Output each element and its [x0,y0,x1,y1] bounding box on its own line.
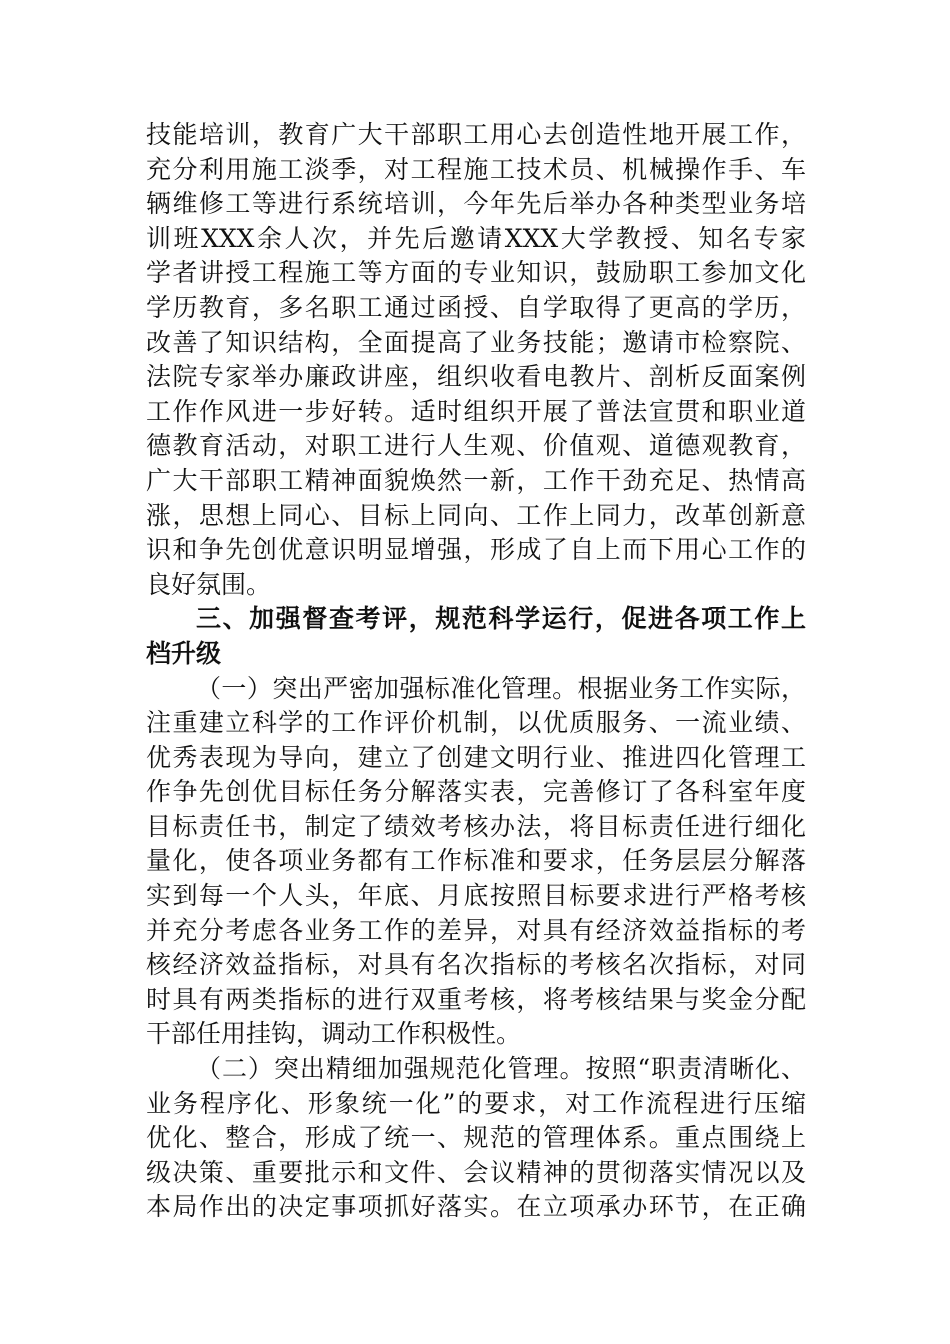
body-line: 训班XXX余人次，并先后邀请XXX大学教授、知名专家 [146,223,806,253]
body-line: 改善了知识结构，全面提高了业务技能；邀请市检察院、 [146,327,806,357]
body-line: 德教育活动，对职工进行人生观、价值观、道德观教育， [146,431,806,461]
body-line: 充分利用施工淡季，对工程施工技术员、机械操作手、车 [146,154,806,184]
body-line: 量化，使各项业务都有工作标准和要求，任务层层分解落 [146,846,806,876]
body-line: 广大干部职工精神面貌焕然一新，工作干劲充足、热情高 [146,465,806,495]
body-line: 识和争先创优意识明显增强，形成了自上而下用心工作的 [146,535,806,565]
body-line: 作争先创优目标任务分解落实表，完善修订了各科室年度 [146,777,806,807]
body-line: 辆维修工等进行系统培训，今年先后举办各种类型业务培 [146,189,806,219]
body-line: 学历教育，多名职工通过函授、自学取得了更高的学历， [146,292,806,322]
paragraph-first-line: （二）突出精细加强规范化管理。按照“职责清晰化、 [196,1054,806,1084]
body-line: 并充分考虑各业务工作的差异，对具有经济效益指标的考 [146,915,806,945]
document-body [146,118,806,1225]
paragraph-last-line: 良好氛围。 [146,569,272,599]
body-line: 工作作风进一步好转。适时组织开展了普法宣贯和职业道 [146,396,806,426]
body-line: 优化、整合，形成了统一、规范的管理体系。重点围绕上 [146,1123,806,1153]
body-line: 技能培训，教育广大干部职工用心去创造性地开展工作， [146,120,806,149]
paragraph-first-line: （一）突出严密加强标准化管理。根据业务工作实际， [196,673,806,703]
section-heading-continued: 档升级 [146,638,222,668]
body-line: 级决策、重要批示和文件、会议精神的贯彻落实情况以及 [146,1157,806,1187]
body-line: 核经济效益指标，对具有名次指标的考核名次指标，对同 [146,950,806,980]
section-heading: 三、加强督查考评，规范科学运行，促进各项工作上 [196,604,806,634]
body-line: 本局作出的决定事项抓好落实。在立项承办环节，在正确 [146,1192,806,1222]
body-line: 法院专家举办廉政讲座，组织收看电教片、剖析反面案例 [146,362,806,392]
body-line: 业务程序化、形象统一化”的要求，对工作流程进行压缩 [146,1088,806,1118]
body-line: 涨，思想上同心、目标上同向、工作上同力，改革创新意 [146,500,806,530]
body-line: 时具有两类指标的进行双重考核，将考核结果与奖金分配 [146,984,806,1014]
paragraph-last-line: 干部任用挂钩，调动工作积极性。 [146,1019,522,1049]
body-line: 优秀表现为导向，建立了创建文明行业、推进四化管理工 [146,742,806,772]
body-line: 学者讲授工程施工等方面的专业知识，鼓励职工参加文化 [146,258,806,288]
body-line: 目标责任书，制定了绩效考核办法，将目标责任进行细化 [146,811,806,841]
body-line: 注重建立科学的工作评价机制，以优质服务、一流业绩、 [146,708,806,738]
body-line: 实到每一个人头，年底、月底按照目标要求进行严格考核 [146,881,806,911]
